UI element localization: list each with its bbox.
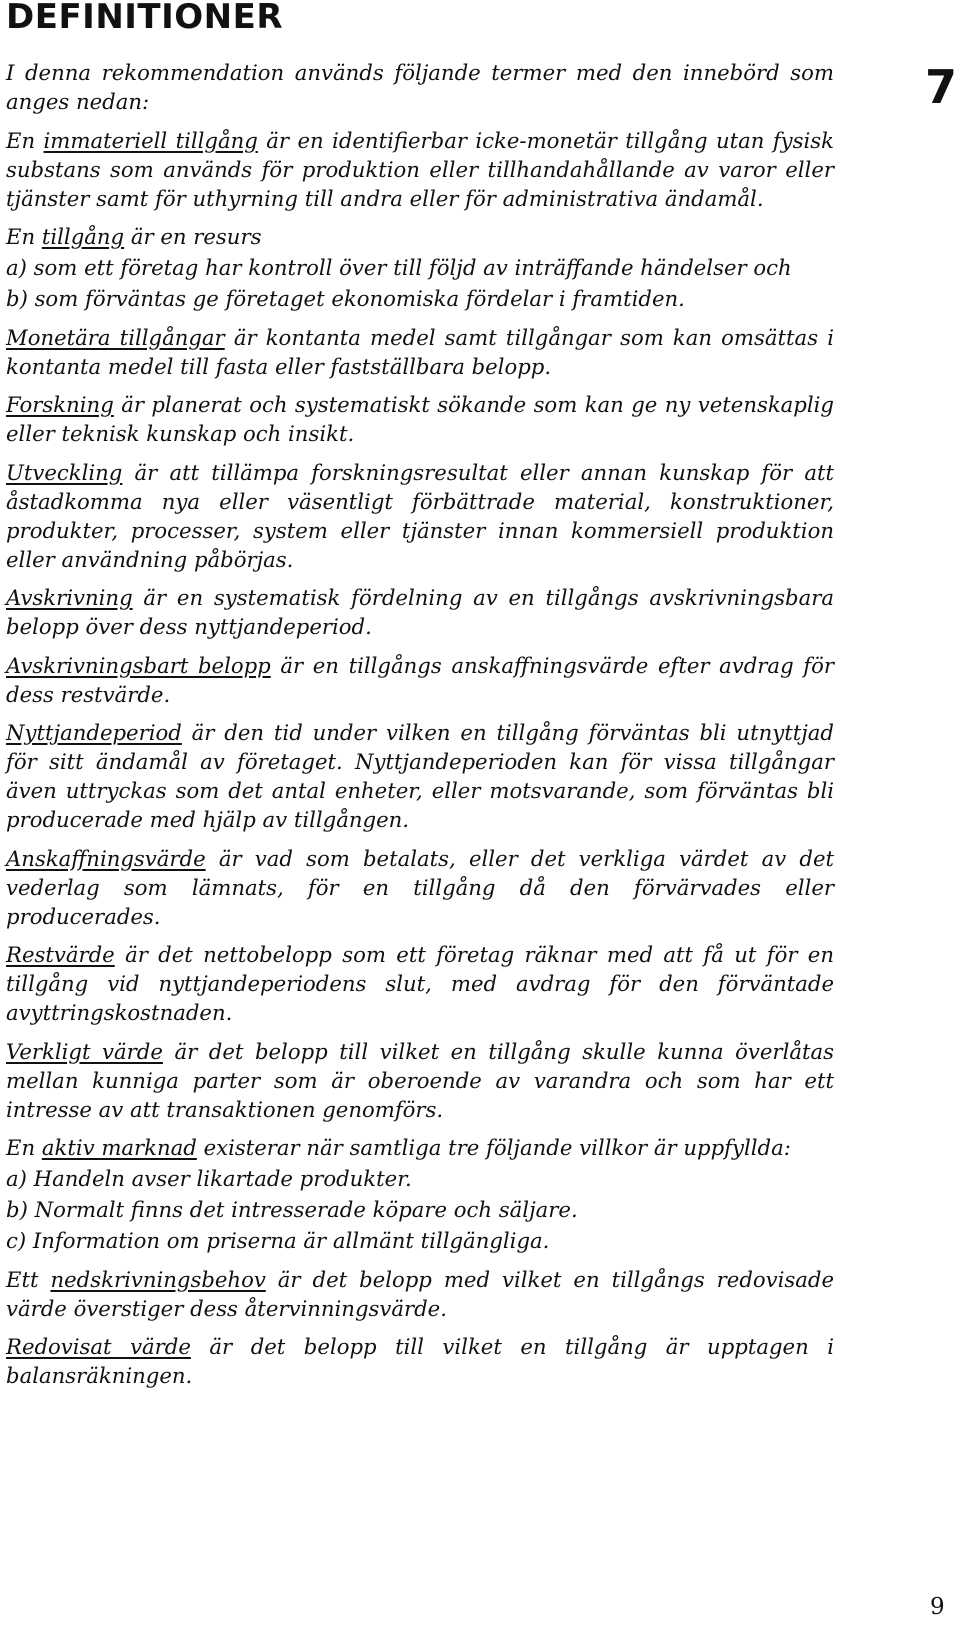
intro-paragraph: I denna rekommendation används följande termer med den innebörd som anges nedan: [6,60,834,114]
definition-immateriell-tillgang: En immateriell tillgång är en identifierbar icke-monetär tillgång utan fysisk substans som används för produktion eller tillhandahållande av varor eller tjänster samt för uthyrning till andra eller för administrativa ändamål. [6,127,834,211]
definition-anskaffningsvarde: Anskaffningsvärde är vad som betalats, eller det verkliga värdet av det vederlag som lämnats, för en tillgång då den förvärvades eller producerades. [6,845,834,929]
page-title: DEFINITIONER [6,0,284,37]
term-monetara-tillgangar: Monetära tillgångar [6,324,225,350]
page-number: 9 [930,1594,945,1620]
definition-redovisat-varde: Redovisat värde är det belopp till vilket en tillgång är upptagen i balansräkningen. [6,1334,834,1388]
definition-monetara-tillgangar: Monetära tillgångar är kontanta medel samt tillgångar som kan omsättas i kontanta medel till fasta eller fastställbara belopp. [6,324,834,379]
term-tillgang: tillgång [41,224,125,249]
definition-avskrivning: Avskrivning är en systematisk fördelning av en tillgångs avskrivningsbara belopp över dess nyttjandeperiod. [6,585,834,639]
definition-forskning: Forskning är planerat och systematiskt sökande som kan ge ny vetenskaplig eller teknisk kunskap och insikt. [6,392,834,446]
definition-nedskrivningsbehov: Ett nedskrivningsbehov är det belopp med vilket en tillgångs redovisade värde överstiger dess återvinningsvärde. [6,1266,835,1321]
term-forskning: Forskning [6,392,114,417]
definition-utveckling: Utveckling är att tillämpa forskningsresultat eller annan kunskap för att åstadkomma nya eller väsentligt förbättrade material, konstruktioner, produkter, processer, system eller tjänster innan kommersiell produktion eller användning påbörjas. [6,459,834,572]
term-immateriell-tillgang: immateriell tillgång [43,127,258,153]
term-nedskrivningsbehov: nedskrivningsbehov [50,1266,266,1292]
definition-aktiv-marknad: En aktiv marknad existerar när samtliga tre följande villkor är uppfyllda: [6,1135,791,1160]
term-restvarde: Restvärde [6,942,115,967]
term-utveckling: Utveckling [6,459,123,485]
definition-verkligt-varde: Verkligt värde är det belopp till vilket en tillgång skulle kunna överlåtas mellan kunniga parter som är oberoende av varandra och som har ett intresse av att transaktionen genomförs. [6,1038,834,1122]
tillgang-item-b: b) som förväntas ge företaget ekonomiska fördelar i framtiden. [6,286,685,311]
term-verkligt-varde: Verkligt värde [6,1038,163,1064]
aktiv-marknad-item-b: b) Normalt finns det intresserade köpare och säljare. [6,1197,578,1222]
definition-avskrivningsbart-belopp: Avskrivningsbart belopp är en tillgångs anskaffningsvärde efter avdrag för dess restvärde. [6,652,834,707]
aktiv-marknad-item-c: c) Information om priserna är allmänt tillgängliga. [6,1228,550,1253]
tillgang-item-a: a) som ett företag har kontroll över till följd av inträffande händelser och [6,255,792,280]
term-redovisat-varde: Redovisat värde [6,1334,191,1359]
term-avskrivning: Avskrivning [6,585,133,610]
aktiv-marknad-item-a: a) Handeln avser likartade produkter. [6,1166,412,1191]
term-avskrivningsbart-belopp: Avskrivningsbart belopp [6,652,271,678]
term-nyttjandeperiod: Nyttjandeperiod [6,720,182,745]
term-aktiv-marknad: aktiv marknad [41,1135,197,1160]
definitions-body [6,58,834,1400]
section-number: 7 [925,60,958,114]
term-anskaffningsvarde: Anskaffningsvärde [6,845,206,871]
definition-nyttjandeperiod: Nyttjandeperiod är den tid under vilken en tillgång förväntas bli utnyttjad för sitt ändamål av företaget. Nyttjandeperioden kan för vissa tillgångar även uttryckas som det antal enheter, eller motsvarande, som förväntas bli producerade med hjälp av tillgången. [6,720,834,832]
definition-tillgang: En tillgång är en resurs [6,224,262,249]
definition-restvarde: Restvärde är det nettobelopp som ett företag räknar med att få ut för en tillgång vid nyttjandeperiodens slut, med avdrag för den förväntade avyttringskostnaden. [6,942,834,1025]
